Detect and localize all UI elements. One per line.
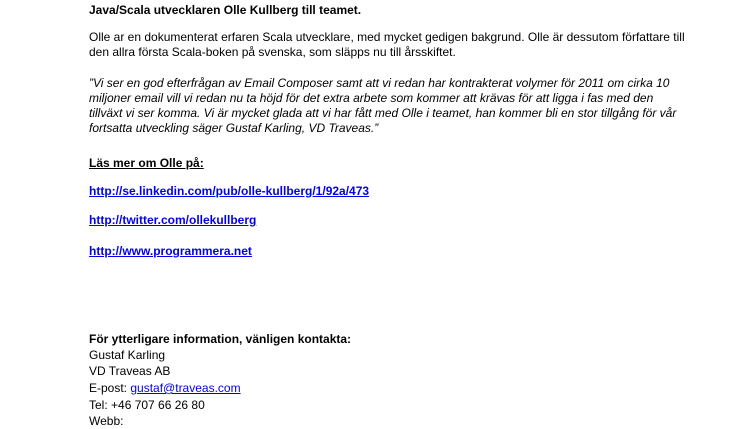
read-more-heading: Läs mer om Olle på: — [89, 156, 204, 170]
section-heading: Java/Scala utvecklaren Olle Kullberg till teamet. — [89, 3, 362, 17]
contact-heading: För ytterligare information, vänligen kontakta: — [89, 332, 352, 346]
email-link[interactable]: gustaf@traveas.com — [130, 381, 241, 395]
contact-phone: Tel: +46 707 66 26 80 — [89, 398, 205, 412]
contact-email-line — [89, 381, 241, 396]
linkedin-link[interactable]: http://se.linkedin.com/pub/olle-kullberg/1/92a/473 — [89, 184, 370, 198]
intro-paragraph: Olle ar en dokumenterat erfaren Scala utvecklare, med mycket gedigen bakgrund. Olle är dessutom författare till den allra första Scala-boken på svenska, som släpps nu till årsskiftet. — [89, 30, 685, 59]
email-label: E-post: — [89, 381, 131, 395]
contact-web-line: Webb: — [89, 414, 124, 428]
website-link[interactable]: http://www.programmera.net — [89, 244, 252, 258]
quote-paragraph: ”Vi ser en god efterfrågan av Email Composer samt att vi redan har kontrakterat volymer för 2011 om cirka 10 miljoner email vill vi redan nu ta höjd för det extra arbete som kommer att krävas för att ligga i fas med den tillväxt vi ser komma. Vi är mycket glada att vi har fått med Olle i teamet, han kommer bli en stor tillgång för vår fortsatta utveckling säger Gustaf Karling, VD Traveas.” — [89, 76, 677, 135]
twitter-link[interactable]: http://twitter.com/ollekullberg — [89, 213, 257, 227]
contact-title: VD Traveas AB — [89, 364, 171, 378]
contact-name: Gustaf Karling — [89, 348, 166, 362]
